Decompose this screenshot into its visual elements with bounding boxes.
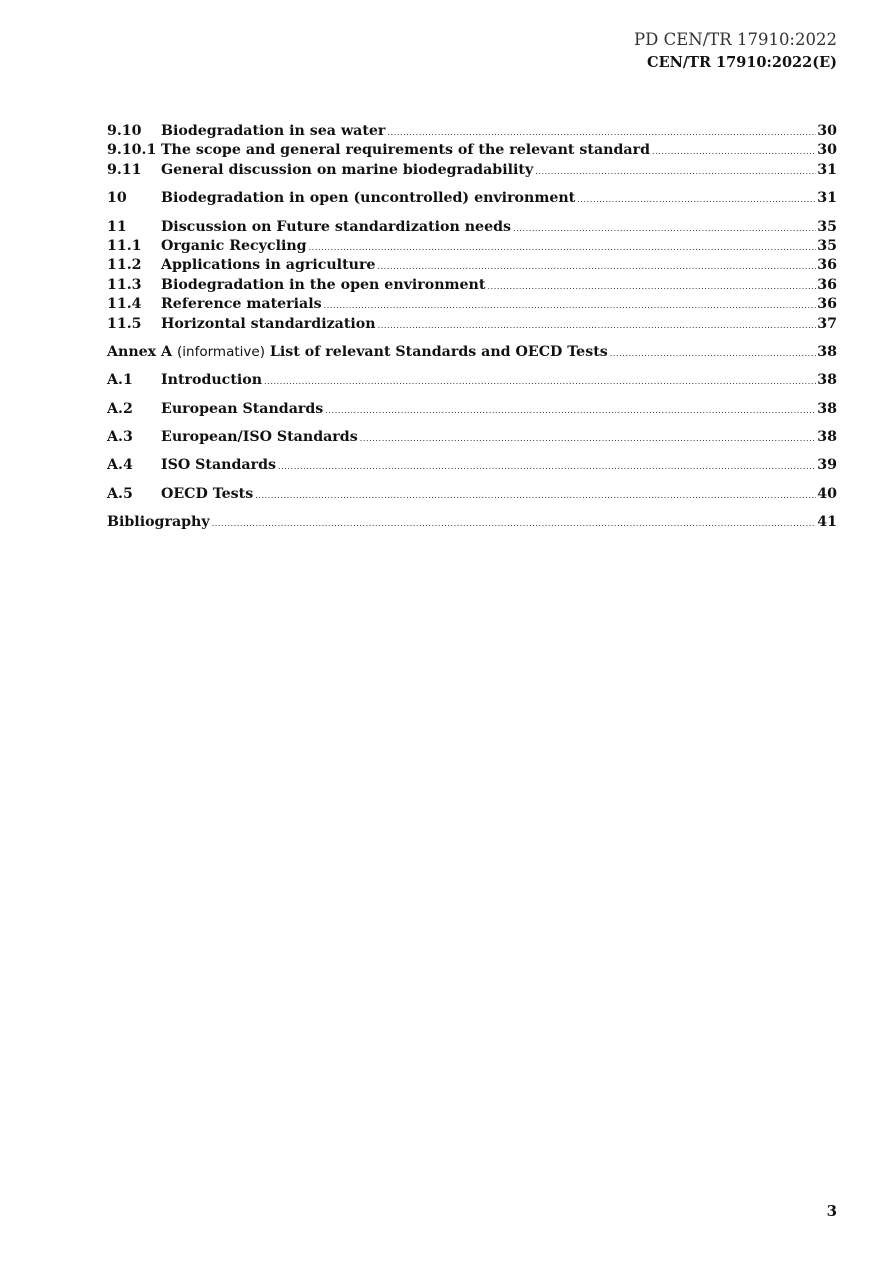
toc-dot-leader [487, 282, 816, 291]
toc-entry-number: 9.10.1 [107, 142, 157, 159]
toc-entry-bibliography[interactable] [107, 514, 837, 533]
toc-entry[interactable] [107, 486, 837, 505]
toc-entry-title: Organic Recycling [161, 237, 307, 254]
toc-entry-number: 10 [107, 190, 127, 207]
toc-dot-leader [513, 224, 816, 233]
toc-entry-title: Applications in agriculture [161, 257, 376, 274]
toc-entry-number: 9.11 [107, 161, 142, 178]
toc-entry[interactable] [107, 123, 837, 142]
toc-dot-leader [325, 406, 816, 415]
toc-entry-title: Biodegradation in sea water [161, 123, 386, 139]
toc-entry-page: 38 [817, 429, 837, 446]
toc-entry-number: A.5 [107, 485, 133, 502]
annex-label: Annex A [107, 343, 173, 360]
toc-entry-number: A.4 [107, 457, 133, 474]
toc-dot-leader [652, 147, 816, 156]
toc-entry-number: A.2 [107, 400, 133, 417]
toc-entry-page: 41 [817, 514, 837, 531]
toc-entry-number: 11.4 [107, 296, 142, 313]
annex-informative-label: (informative) [177, 343, 265, 360]
toc-entry-page: 30 [817, 123, 837, 139]
table-of-contents [107, 123, 837, 534]
toc-entry[interactable] [107, 190, 837, 209]
toc-entry-annex[interactable] [107, 344, 837, 363]
toc-entry-number: 11 [107, 218, 127, 235]
toc-entry-page: 36 [817, 296, 837, 313]
toc-entry-number: 11.5 [107, 315, 142, 332]
toc-entry-number: A.1 [107, 372, 133, 389]
toc-entry-page: 38 [817, 372, 837, 389]
toc-entry-page: 31 [817, 161, 837, 178]
toc-dot-leader [255, 491, 816, 500]
toc-dot-leader [535, 167, 816, 176]
page-number: 3 [826, 1202, 837, 1220]
toc-entry-title: European Standards [161, 400, 324, 417]
toc-dot-leader [610, 349, 817, 358]
toc-dot-leader [387, 128, 816, 137]
toc-entry[interactable] [107, 219, 837, 238]
toc-entry[interactable] [107, 142, 837, 161]
toc-entry-title: Introduction [161, 372, 263, 389]
toc-entry[interactable] [107, 277, 837, 296]
toc-entry[interactable] [107, 316, 837, 335]
toc-entry[interactable] [107, 429, 837, 448]
toc-entry[interactable] [107, 296, 837, 315]
toc-entry-page: 35 [817, 218, 837, 235]
toc-entry-page: 40 [817, 485, 837, 502]
toc-entry-page: 36 [817, 276, 837, 293]
toc-dot-leader [378, 321, 817, 330]
toc-dot-leader [264, 377, 816, 386]
toc-entry[interactable] [107, 238, 837, 257]
toc-entry-number: 11.2 [107, 257, 142, 274]
toc-entry-title: European/ISO Standards [161, 429, 358, 446]
toc-entry-page: 38 [817, 400, 837, 417]
toc-entry-title: Biodegradation in open (uncontrolled) environment [161, 190, 576, 207]
toc-entry-number: 9.10 [107, 123, 142, 139]
toc-entry-page: 37 [817, 315, 837, 332]
toc-entry-page: 36 [817, 257, 837, 274]
toc-dot-leader [377, 262, 816, 271]
toc-entry-page: 30 [817, 142, 837, 159]
toc-entry-title: Reference materials [161, 296, 322, 313]
toc-entry-number: 11.1 [107, 237, 142, 254]
toc-entry-page: 38 [817, 343, 837, 360]
toc-entry-number: 11.3 [107, 276, 142, 293]
toc-dot-leader [360, 434, 817, 443]
toc-entry-number: A.3 [107, 429, 133, 446]
document-id-header: PD CEN/TR 17910:2022 [634, 30, 837, 49]
toc-entry[interactable] [107, 257, 837, 276]
toc-dot-leader [278, 462, 816, 471]
toc-entry[interactable] [107, 372, 837, 391]
toc-entry-title: ISO Standards [161, 457, 276, 474]
toc-entry[interactable] [107, 162, 837, 181]
toc-dot-leader [324, 301, 817, 310]
toc-dot-leader [577, 195, 816, 204]
toc-entry-title: The scope and general requirements of the relevant standard [161, 142, 650, 159]
toc-entry-title: OECD Tests [161, 485, 254, 502]
toc-entry-title: Bibliography [107, 514, 210, 531]
toc-entry[interactable] [107, 401, 837, 420]
toc-entry-title: Discussion on Future standardization needs [161, 218, 512, 235]
toc-entry-page: 31 [817, 190, 837, 207]
toc-entry-title: General discussion on marine biodegradability [161, 161, 534, 178]
toc-entry-page: 39 [817, 457, 837, 474]
toc-dot-leader [212, 519, 817, 528]
toc-entry-title: Horizontal standardization [161, 315, 376, 332]
toc-dot-leader [309, 243, 817, 252]
toc-entry-page: 35 [817, 237, 837, 254]
toc-entry[interactable] [107, 457, 837, 476]
toc-entry-title: Biodegradation in the open environment [161, 276, 486, 293]
toc-entry-title [107, 344, 608, 360]
document-id-header-english: CEN/TR 17910:2022(E) [647, 54, 837, 71]
annex-title: List of relevant Standards and OECD Tests [269, 343, 608, 360]
